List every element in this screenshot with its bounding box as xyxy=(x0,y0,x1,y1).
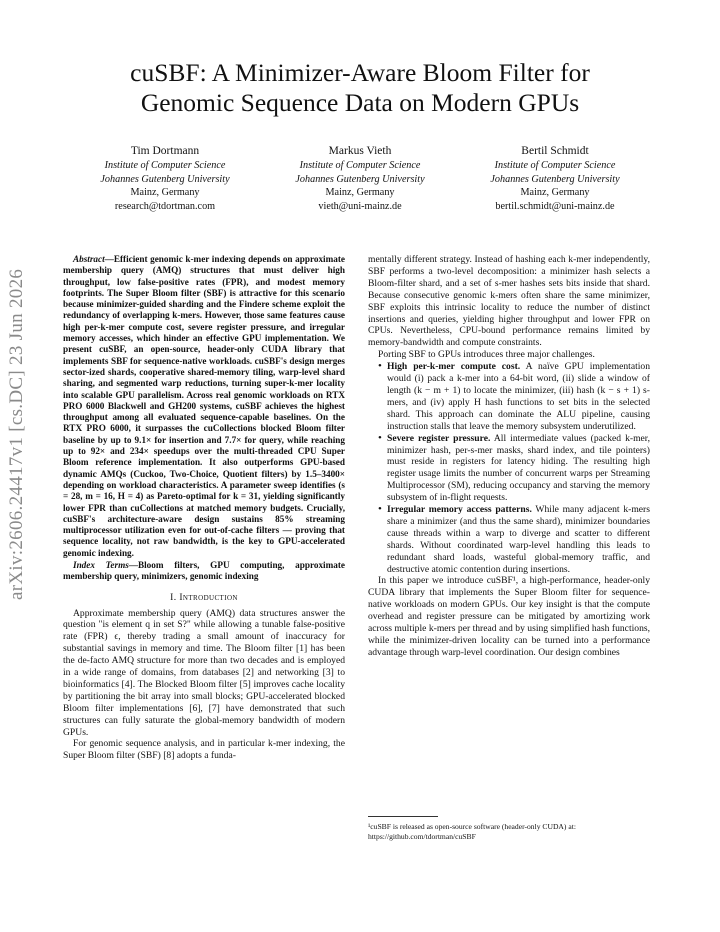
right-column xyxy=(368,254,650,659)
challenge-list xyxy=(368,361,650,575)
intro-paragraph-2a: For genomic sequence analysis, and in particular k-mer indexing, the Super Bloom filter (SBF) [8] adopts a funda- xyxy=(63,738,345,762)
challenge-item xyxy=(378,433,650,504)
title-line-1: cuSBF: A Minimizer-Aware Bloom Filter for xyxy=(130,58,590,87)
author-dept: Institute of Computer Science xyxy=(299,160,421,171)
challenge-head: Irregular memory access patterns. xyxy=(387,504,532,516)
author-city: Mainz, Germany xyxy=(520,187,590,198)
author-3 xyxy=(460,144,650,213)
abstract-label: Abstract xyxy=(73,254,105,264)
title-line-2: Genomic Sequence Data on Modern GPUs xyxy=(140,88,580,117)
index-terms-label: Index Terms xyxy=(73,560,129,571)
footnote-rule xyxy=(368,816,438,817)
author-name: Tim Dortmann xyxy=(130,145,200,157)
challenge-head: Severe register pressure. xyxy=(387,432,491,444)
author-city: Mainz, Germany xyxy=(130,187,200,198)
author-1 xyxy=(70,144,260,213)
intro-paragraph-3: Porting SBF to GPUs introduces three major challenges. xyxy=(378,349,595,361)
author-block xyxy=(70,144,650,213)
author-univ: Johannes Gutenberg University xyxy=(100,173,230,185)
author-name: Bertil Schmidt xyxy=(521,145,589,157)
intro-paragraph-2b: mentally different strategy. Instead of hashing each k-mer independently, SBF performs a two-level decomposition: a minimizer hash selects a Bloom-filter shard, and a set of s-mer hashes sets bits inside that shard. Because consecutive genomic k-mers often share the same minimizer, SBF exploits this intrinsic locality to reduce the number of distinct insertions and queries, yielding higher throughput and lower FPR on CPUs. Nevertheless, CPU-bound performance remains limited by memory-bandwidth and compute constraints. xyxy=(368,254,650,349)
author-city: Mainz, Germany xyxy=(325,187,395,198)
challenge-text: A naïve GPU implementation would (i) pack a k-mer into a 64-bit word, (ii) slide a window of length (k − m + 1) to locate the minimizer, (iii) hash (k − s + 1) s-mers, and (iv) apply H hash functions to set bits in the selected shard. This approach can dominate the ALU pipeline, causing instruction stalls that leave the memory subsystem underutilized. xyxy=(387,361,650,432)
challenge-item xyxy=(378,504,650,575)
author-email[interactable]: research@tdortman.com xyxy=(114,200,216,212)
challenge-head: High per-k-mer compute cost. xyxy=(387,361,521,373)
arxiv-id[interactable]: arXiv:2606.24417v1 [cs.DC] 23 Jun 2026 xyxy=(6,268,27,600)
paper-title xyxy=(60,58,660,118)
author-univ: Johannes Gutenberg University xyxy=(490,173,620,185)
section-number: I. xyxy=(170,591,177,603)
author-email[interactable]: bertil.schmidt@uni-mainz.de xyxy=(495,200,615,212)
intro-paragraph-1: Approximate membership query (AMQ) data structures answer the question "is element q in set S?" while allowing a tunable false-positive rate (FPR) ϵ, thereby trading a small amount of inaccuracy for substantial savings in memory and time. The Bloom filter [1] has been the de-facto AMQ structure for more than two decades and is employed in a wide range of domains, from databases [2] and networking [3] to bioinformatics [4]. The Blocked Bloom filter [5] improves cache locality by partitioning the bit array into small blocks; GPU-accelerated blocked Bloom filter implementations [6], [7] have demonstrated that such structures can fully saturate the global-memory bandwidth of modern GPUs. xyxy=(63,607,345,738)
challenge-item xyxy=(378,361,650,432)
author-email[interactable]: vieth@uni-mainz.de xyxy=(318,200,402,212)
author-dept: Institute of Computer Science xyxy=(104,160,226,171)
challenge-text: All intermediate values (packed k-mer, minimizer hash, per-s-mer masks, shard index, and tile pointers) must reside in registers for latency hiding. The resulting high register usage limits the number of concurrent warps per Streaming Multiprocessor (SM), reducing occupancy and starving the memory subsystem of in-flight requests. xyxy=(387,432,650,504)
abstract-text: Efficient genomic k-mer indexing depends on approximate membership query (AMQ) structures that must deliver high throughput, low false-positive rates (FPR), and modest memory footprints. The Super Bloom filter (SBF) is attractive for this scenario because minimizer-guided sharding and the Findere scheme exploit the redundancy of overlapping k-mers. However, those same features cause high per-k-mer compute cost, severe register pressure, and irregular memory accesses, which hinder an effective GPU implementation. We present cuSBF, an open-source, header-only CUDA library that implements SBF for sequence-native workloads. cuSBF's design merges sector-ized shards, cooperative shared-memory tiling, warp-level shard sharing, and segmented warp reductions, turning super-k-mer locality into scalable GPU parallelism. Across real genomic workloads on RTX PRO 6000 Blackwell and GH200 systems, cuSBF achieves the highest throughput among all evaluated sequence-capable baselines. On the RTX PRO 6000, it surpasses the cuCollections blocked Bloom filter baseline by up to 9.1× for insertion and 7.7× for query, while reaching up to 92× and 234× speedups over the multi-threaded CPU Super Bloom reference implementation. It also outperforms GPU-based dynamic AMQs (Cuckoo, Two-Choice, Quotient filters) by 1.5–3400× depending on workload characteristics. A parameter sweep identifies (s = 28, m = 16, H = 4) as Pareto-optimal for k = 31, yielding significantly lower FPR than cuCollections at matched memory budgets. Crucially, cuSBF's architecture-aware design sustains 85% streaming multiprocessor utilization even for out-of-cache filters — proving that sequence locality, not raw bandwidth, is the key to GPU-accelerated genomic indexing. xyxy=(63,254,345,558)
author-name: Markus Vieth xyxy=(328,145,392,157)
author-univ: Johannes Gutenberg University xyxy=(295,173,425,185)
intro-paragraph-closing: In this paper we introduce cuSBF¹, a high-performance, header-only CUDA library that implements the Super Bloom filter for sequence-native workloads on modern GPUs. Our key insight is that the compute overhead and register pressure can be mitigated by amortizing work across multiple k-mers per thread and by using simplified hash functions, while the minimizer-driven locality can be turned into a performance advantage through warp-level coordination. Our design combines xyxy=(368,575,650,658)
index-terms: Index Terms—Bloom filters, GPU computing, approximate membership query, minimizers, genomic indexing xyxy=(63,560,345,582)
author-dept: Institute of Computer Science xyxy=(494,160,616,171)
section-title: Introduction xyxy=(179,591,238,603)
author-2 xyxy=(265,144,455,213)
challenge-text: While many adjacent k-mers share a minimizer (and thus the same shard), minimizer boundaries cause threads within a warp to diverge and scatter to different shards. Without coordinated warp-level handling this leads to redundant shard loads, wasteful global-memory traffic, and destructive atomic contention during insertions. xyxy=(387,504,650,575)
abstract: Abstract—Efficient genomic k-mer indexing depends on approximate membership query (AMQ) structures that must deliver high throughput, low false-positive rates (FPR), and modest memory footprints. The Super Bloom filter (SBF) is attractive for this scenario because minimizer-guided sharding and the Findere scheme exploit the redundancy of overlapping k-mers. However, those same features cause high per-k-mer compute cost, severe register pressure, and irregular memory accesses, which hinder an effective GPU implementation. We present cuSBF, an open-source, header-only CUDA library that implements SBF for sequence-native workloads. cuSBF's design merges sector-ized shards, cooperative shared-memory tiling, warp-level shard sharing, and segmented warp reductions, turning super-k-mer locality into scalable GPU parallelism. Across real genomic workloads on RTX PRO 6000 Blackwell and GH200 systems, cuSBF achieves the highest throughput among all evaluated sequence-capable baselines. On the RTX PRO 6000, it surpasses the cuCollections blocked Bloom filter baseline by up to 9.1× for insertion and 7.7× for query, while reaching up to 92× and 234× speedups over the multi-threaded CPU Super Bloom reference implementation. It also outperforms GPU-based dynamic AMQs (Cuckoo, Two-Choice, Quotient filters) by 1.5–3400× depending on workload characteristics. A parameter sweep identifies (s = 28, m = 16, H = 4) as Pareto-optimal for k = 31, yielding significantly lower FPR than cuCollections at matched memory budgets. Crucially, cuSBF's architecture-aware design sustains 85% streaming multiprocessor utilization even for out-of-cache filters — proving that sequence locality, not raw bandwidth, is the key to GPU-accelerated genomic indexing. xyxy=(63,254,345,558)
footnote[interactable]: ¹cuSBF is released as open-source software (header-only CUDA) at: https://github.com/tdortman/cuSBF xyxy=(368,822,576,841)
section-heading xyxy=(63,592,345,604)
left-column xyxy=(63,254,345,762)
index-terms-text: Bloom filters, GPU computing, approximate membership query, minimizers, genomic indexing xyxy=(63,560,345,582)
